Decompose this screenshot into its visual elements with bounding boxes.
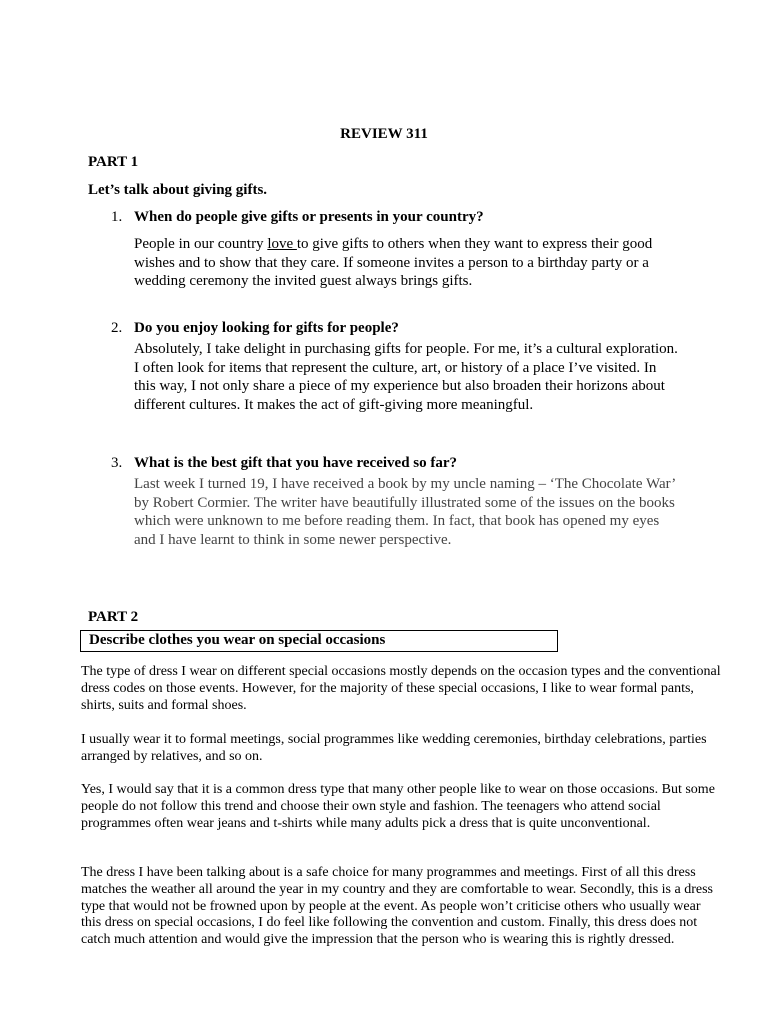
question-3-number: 3. <box>111 455 123 471</box>
document-title: REVIEW 311 <box>340 126 428 142</box>
part2-paragraph-1: The type of dress I wear on different special occasions mostly depends on the occasion types and the conventional dress codes on those events. However, for the majority of these special occasions, I like to wear formal pants, shirts, suits and formal shoes. <box>81 664 721 713</box>
question-2-number: 2. <box>111 320 123 336</box>
question-3: What is the best gift that you have received so far? <box>134 455 458 471</box>
question-1: When do people give gifts or presents in your country? <box>134 209 484 225</box>
part2-paragraph-4: The dress I have been talking about is a safe choice for many programmes and meetings. First of all this dress matches the weather all around the year in my country and they are comfortable to wear. Secondly, this is a dress type that would not be frowned upon by people at the event. As people won’t criticise others who usually wear this dress on special occasions, I do feel like following the convention and custom. Finally, this dress does not catch much attention and would give the impression that the person who is wearing this is rightly dressed. <box>81 865 713 948</box>
part2-paragraph-3: Yes, I would say that it is a common dress type that many other people like to wear on those occasions. But some people do not follow this trend and choose their own style and fashion. The teenagers who attend social programmes often wear jeans and t-shirts while many adults pick a dress that is quite unconventional. <box>81 782 715 831</box>
answer-2: Absolutely, I take delight in purchasing gifts for people. For me, it’s a cultural exploration. I often look for items that represent the culture, art, or history of a place I’ve visited. In this way, I not only share a piece of my experience but also broaden their horizons about different cultures. It makes the act of gift-giving more meaningful. <box>134 341 678 413</box>
part2-paragraph-2: I usually wear it to formal meetings, social programmes like wedding ceremonies, birthday celebrations, parties arranged by relatives, and so on. <box>81 732 707 764</box>
part1-heading: PART 1 <box>88 154 139 170</box>
cue-card-topic: Describe clothes you wear on special occasions <box>89 632 386 648</box>
answer-1-text-end: to give gifts to others when they want to express their good wishes and to show that they care. If someone invites a person to a birthday party or a wedding ceremony the invited guest always brings gifts. <box>134 236 653 289</box>
part1-topic: Let’s talk about giving gifts. <box>88 182 268 198</box>
question-1-number: 1. <box>111 209 123 225</box>
answer-1-text-start: People in our country <box>134 236 268 252</box>
answer-1-underlined-word: love <box>267 236 297 252</box>
part2-heading: PART 2 <box>88 609 139 625</box>
answer-3: Last week I turned 19, I have received a book by my uncle naming – ‘The Chocolate War’ by Robert Cormier. The writer have beautifully illustrated some of the issues on the books which were unknown to me before reading them. In fact, that book has opened my eyes and I have learnt to think in some newer perspective. <box>134 476 676 548</box>
question-2: Do you enjoy looking for gifts for people? <box>134 320 399 336</box>
answer-1 <box>134 235 689 291</box>
